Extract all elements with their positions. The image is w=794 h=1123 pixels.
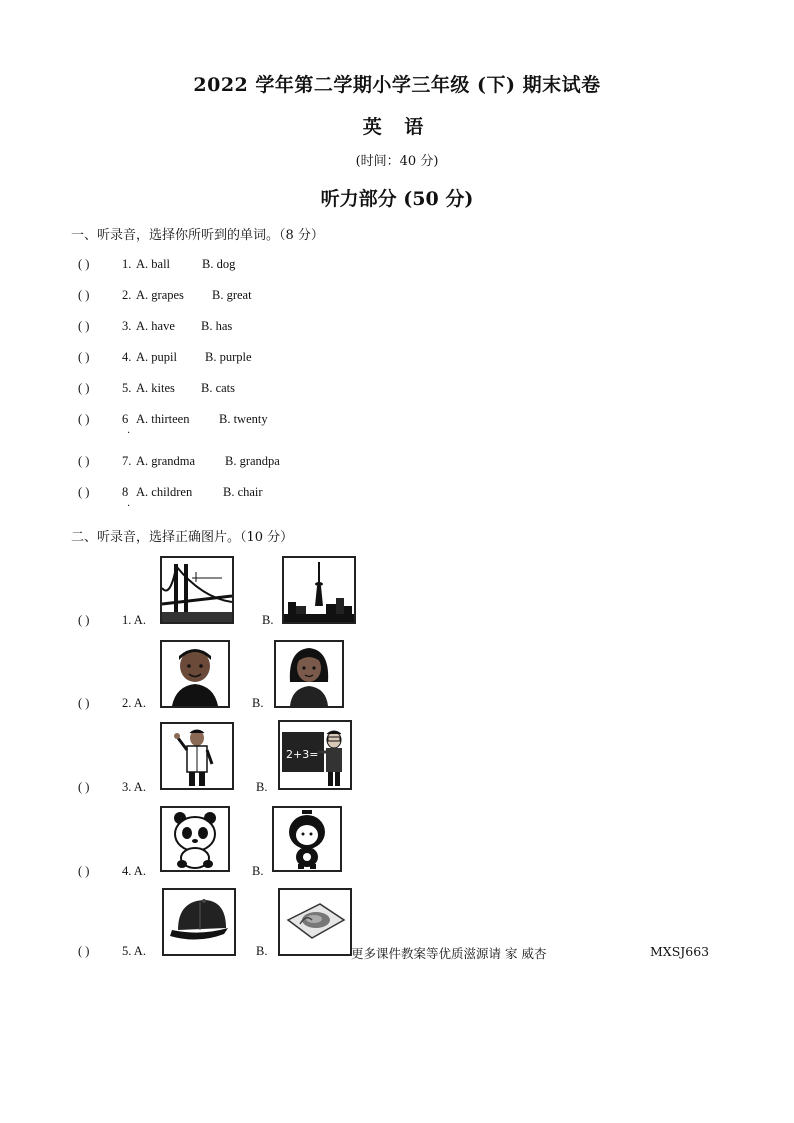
question-number: 7. (122, 454, 132, 468)
option-a: A. have (136, 319, 175, 333)
option-b-label: B. (256, 780, 268, 794)
question-number: 4. A. (122, 864, 146, 878)
question-number: 6 (122, 412, 129, 426)
exam-time: (时间：40 分) (355, 154, 439, 169)
option-a: A. ball (136, 257, 171, 271)
question-number: 2. (122, 288, 132, 302)
answer-blank[interactable]: ( ) (78, 381, 90, 395)
question-number: 5. A. (122, 944, 146, 958)
answer-blank[interactable]: ( ) (78, 288, 90, 302)
answer-blank[interactable]: ( ) (78, 257, 90, 271)
option-b: B. purple (205, 350, 252, 364)
option-b-label: B. (262, 613, 274, 627)
footer-note: 更多课件教案等优质滋源请 家 威杏 (351, 946, 547, 961)
cap-icon[interactable] (162, 888, 236, 956)
subject-title: 英 语 (362, 116, 432, 138)
option-a: A. kites (136, 381, 175, 395)
option-b: B. cats (201, 381, 236, 395)
question-number: 5. (122, 381, 132, 395)
answer-blank[interactable]: ( ) (78, 613, 90, 627)
option-a: A. pupil (136, 350, 177, 364)
option-b: B. chair (223, 485, 263, 499)
answer-blank[interactable]: ( ) (78, 454, 90, 468)
option-a: A. thirteen (136, 412, 190, 426)
answer-blank[interactable]: ( ) (78, 780, 90, 794)
bridge-icon[interactable] (160, 556, 234, 624)
stray-dot: · (127, 501, 131, 512)
tower-icon[interactable] (282, 556, 356, 624)
question-number: 3. A. (122, 780, 146, 794)
svg-text:2+3=: 2+3= (286, 748, 319, 761)
answer-blank[interactable]: ( ) (78, 319, 90, 333)
answer-blank[interactable]: ( ) (78, 864, 90, 878)
option-b: B. has (201, 319, 233, 333)
meat-tray-icon[interactable] (278, 888, 352, 956)
question-number: 1. A. (122, 613, 146, 627)
option-b: B. grandpa (225, 454, 280, 468)
section2-heading: 二、听录音，选择正确图片。（10 分） (71, 530, 294, 545)
option-b: B. great (212, 288, 252, 302)
girl-icon[interactable] (274, 640, 344, 708)
panda-mascot-icon[interactable] (160, 806, 230, 872)
doctor-icon[interactable] (160, 722, 234, 790)
answer-blank[interactable]: ( ) (78, 485, 90, 499)
question-number: 1. (122, 257, 132, 271)
answer-blank[interactable]: ( ) (78, 696, 90, 710)
option-b-label: B. (252, 696, 264, 710)
option-a: A. children (136, 485, 193, 499)
option-b: B. twenty (219, 412, 268, 426)
question-number: 2. A. (122, 696, 146, 710)
boy-icon[interactable] (160, 640, 230, 708)
answer-blank[interactable]: ( ) (78, 350, 90, 364)
teacher-icon[interactable] (278, 720, 352, 790)
option-a: A. grapes (136, 288, 184, 302)
lantern-mascot-icon[interactable] (272, 806, 342, 872)
answer-blank[interactable]: ( ) (78, 412, 90, 426)
part-title: 听力部分 (50 分) (320, 188, 474, 210)
option-b-label: B. (252, 864, 264, 878)
question-number: 3. (122, 319, 132, 333)
stray-dot: · (127, 428, 131, 439)
option-b: B. dog (202, 257, 236, 271)
question-number: 8 (122, 485, 129, 499)
footer-code: MXSJ663 (650, 944, 710, 959)
option-b-label: B. (256, 944, 268, 958)
exam-title: 2022 学年第二学期小学三年级 (下) 期末试卷 (193, 74, 601, 96)
section1-heading: 一、听录音，选择你所听到的单词。（8 分） (71, 228, 324, 243)
question-number: 4. (122, 350, 132, 364)
answer-blank[interactable]: ( ) (78, 944, 90, 958)
option-a: A. grandma (136, 454, 196, 468)
